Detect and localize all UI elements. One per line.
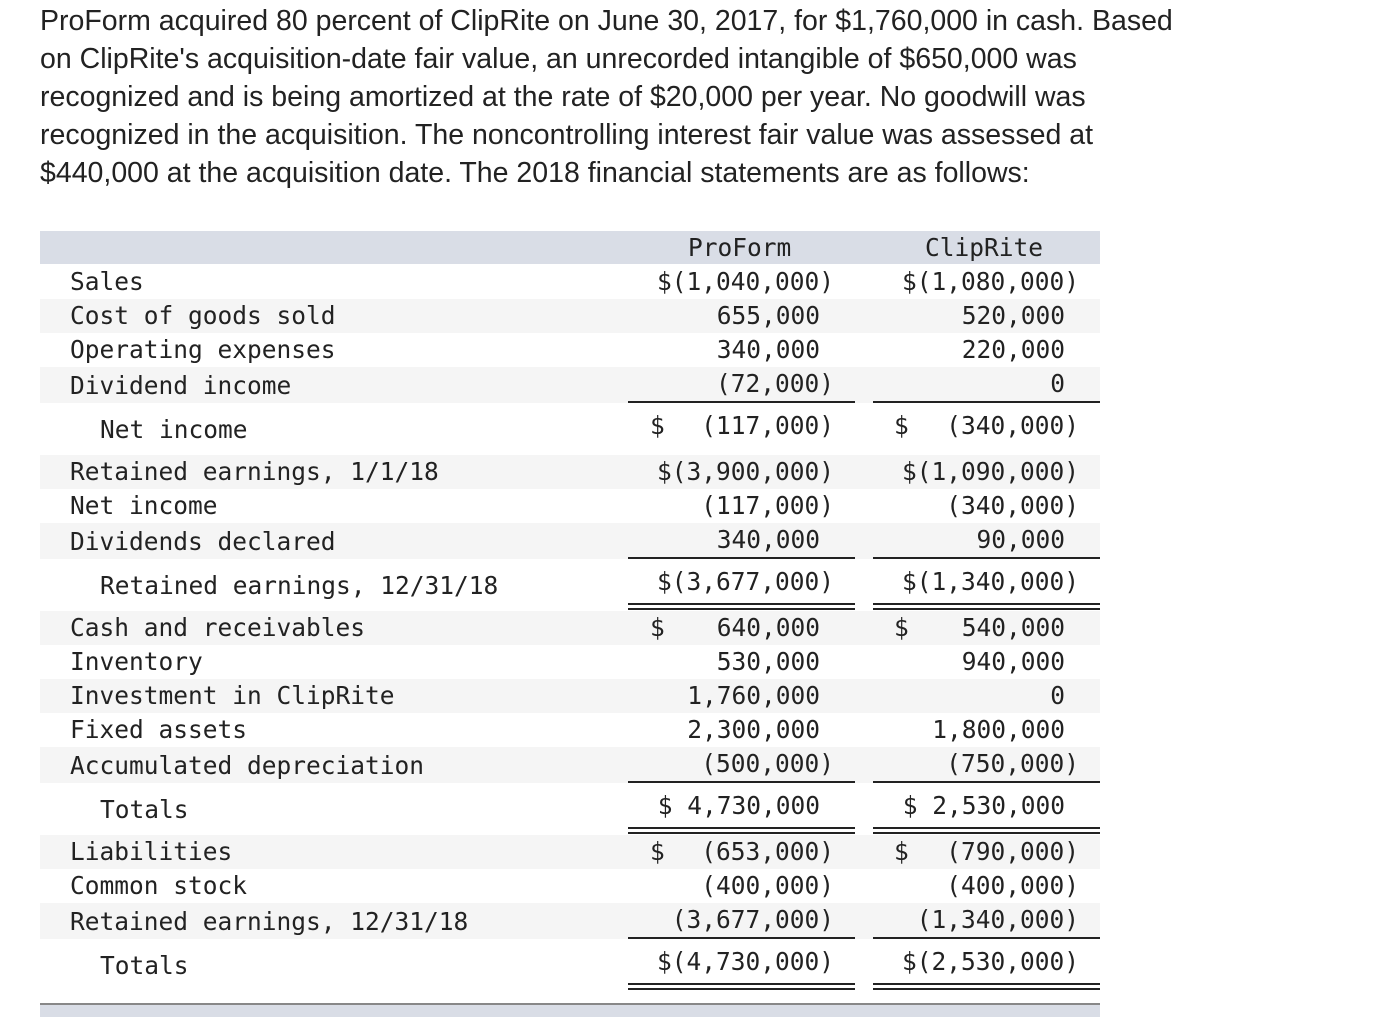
proform-value: 340,000 <box>716 335 820 364</box>
total-double-rule <box>873 827 1100 834</box>
proform-value: (117,000) <box>701 491 834 520</box>
row-label: Fixed assets <box>70 715 248 744</box>
cliprite-value: 0 <box>1050 369 1065 398</box>
proform-value: (500,000) <box>701 749 834 778</box>
subtotal-rule <box>628 937 855 939</box>
cliprite-value: (750,000) <box>946 749 1079 778</box>
column-header-proform: ProForm <box>688 233 792 262</box>
proform-value: $(1,040,000) <box>656 267 834 296</box>
row-label: Net income <box>70 491 218 520</box>
row-label: Investment in ClipRite <box>70 681 395 710</box>
subtotal-rule <box>873 401 1100 403</box>
row-label: Dividend income <box>70 371 292 400</box>
proform-value: $ 4,730,000 <box>657 791 820 820</box>
cliprite-value: (1,340,000) <box>916 905 1079 934</box>
row-label: Cash and receivables <box>70 613 366 642</box>
cliprite-value: (340,000) <box>946 411 1079 440</box>
cliprite-value: $(2,530,000) <box>901 947 1079 976</box>
cliprite-value: 220,000 <box>961 335 1065 364</box>
intro-line: on ClipRite's acquisition-date fair value, an unrecorded intangible of $650,000 was <box>40 43 1077 75</box>
proform-value: (3,677,000) <box>671 905 834 934</box>
subtotal-rule <box>873 781 1100 783</box>
cliprite-value: 1,800,000 <box>932 715 1065 744</box>
proform-value: (72,000) <box>715 369 834 398</box>
proform-value: $(4,730,000) <box>656 947 834 976</box>
cliprite-value: (340,000) <box>946 491 1079 520</box>
row-label: Sales <box>70 267 144 296</box>
row-label: Inventory <box>70 647 203 676</box>
cliprite-value: (790,000) <box>946 837 1079 866</box>
proform-value: 340,000 <box>716 525 820 554</box>
row-label: Retained earnings, 1/1/18 <box>70 457 439 486</box>
dollar-sign: $ <box>650 837 665 866</box>
row-label: Totals <box>100 951 189 980</box>
proform-value: 530,000 <box>716 647 820 676</box>
proform-value: (400,000) <box>701 871 834 900</box>
dollar-sign: $ <box>894 837 909 866</box>
row-label: Accumulated depreciation <box>70 751 425 780</box>
subtotal-rule <box>873 937 1100 939</box>
subtotal-rule <box>628 557 855 559</box>
cliprite-value: (400,000) <box>946 871 1079 900</box>
row-label: Retained earnings, 12/31/18 <box>100 571 499 600</box>
problem-statement <box>40 2 1340 192</box>
dollar-sign: $ <box>894 411 909 440</box>
proform-value: 2,300,000 <box>687 715 820 744</box>
subtotal-rule <box>628 401 855 403</box>
intro-line: recognized in the acquisition. The noncontrolling interest fair value was assessed at <box>40 119 1093 151</box>
cliprite-value: 90,000 <box>976 525 1065 554</box>
intro-line: ProForm acquired 80 percent of ClipRite on June 30, 2017, for $1,760,000 in cash. Based <box>40 5 1173 37</box>
proform-value: 640,000 <box>716 613 820 642</box>
row-label: Liabilities <box>70 837 233 866</box>
proform-value: (117,000) <box>701 411 834 440</box>
total-double-rule <box>873 603 1100 610</box>
proform-value: $(3,900,000) <box>656 457 834 486</box>
dollar-sign: $ <box>650 613 665 642</box>
row-label: Retained earnings, 12/31/18 <box>70 907 469 936</box>
column-header-cliprite: ClipRite <box>925 233 1044 262</box>
row-label: Dividends declared <box>70 527 336 556</box>
intro-line: recognized and is being amortized at the rate of $20,000 per year. No goodwill was <box>40 81 1086 113</box>
total-double-rule <box>873 983 1100 990</box>
cliprite-value: $(1,080,000) <box>901 267 1079 296</box>
total-double-rule <box>628 827 855 834</box>
cliprite-value: $(1,340,000) <box>901 567 1079 596</box>
total-double-rule <box>628 603 855 610</box>
cliprite-value: $ 2,530,000 <box>902 791 1065 820</box>
row-label: Common stock <box>70 871 248 900</box>
dollar-sign: $ <box>894 613 909 642</box>
subtotal-rule <box>628 781 855 783</box>
cliprite-value: 940,000 <box>961 647 1065 676</box>
cliprite-value: $(1,090,000) <box>901 457 1079 486</box>
cliprite-value: 0 <box>1050 681 1065 710</box>
proform-value: 1,760,000 <box>687 681 820 710</box>
intro-line: $440,000 at the acquisition date. The 2018 financial statements are as follows: <box>40 157 1030 189</box>
cliprite-value: 540,000 <box>961 613 1065 642</box>
proform-value: $(3,677,000) <box>656 567 834 596</box>
proform-value: 655,000 <box>716 301 820 330</box>
cliprite-value: 520,000 <box>961 301 1065 330</box>
row-label: Net income <box>100 415 248 444</box>
row-label: Totals <box>100 795 189 824</box>
dollar-sign: $ <box>650 411 665 440</box>
subtotal-rule <box>873 557 1100 559</box>
row-label: Operating expenses <box>70 335 336 364</box>
proform-value: (653,000) <box>701 837 834 866</box>
row-label: Cost of goods sold <box>70 301 336 330</box>
total-double-rule <box>628 983 855 990</box>
